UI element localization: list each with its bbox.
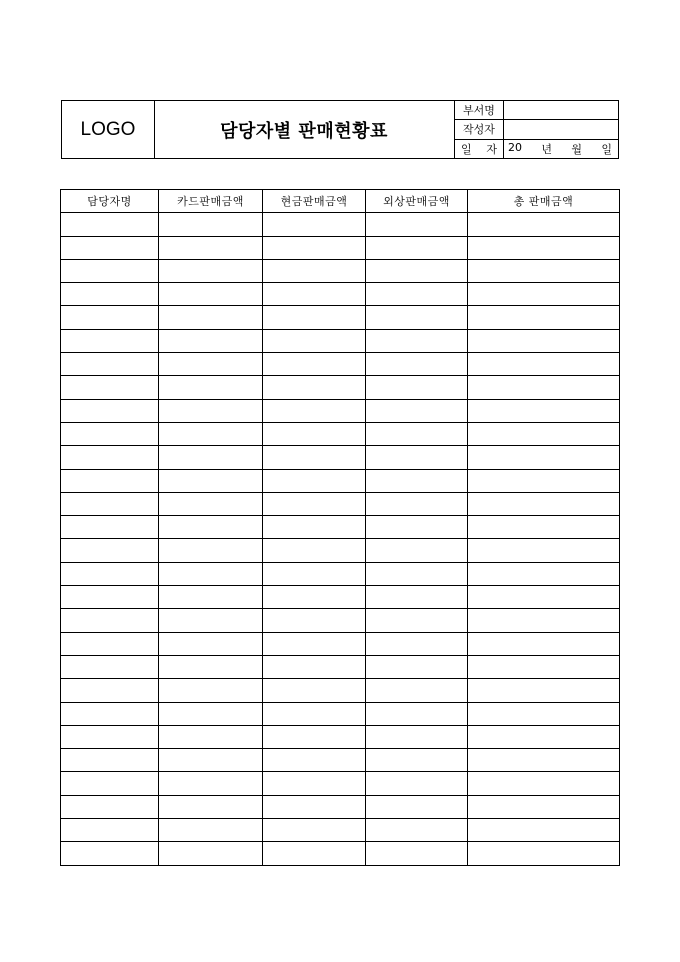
table-cell[interactable] <box>61 492 159 515</box>
table-cell[interactable] <box>159 772 263 795</box>
date-label <box>455 139 504 158</box>
table-cell[interactable] <box>468 702 620 725</box>
table-row <box>61 236 620 259</box>
table-cell[interactable] <box>159 283 263 306</box>
dept-label: 부서명 <box>455 101 504 120</box>
table-row <box>61 772 620 795</box>
dept-field[interactable] <box>504 101 619 120</box>
table-cell[interactable] <box>366 259 468 282</box>
table-cell[interactable] <box>159 655 263 678</box>
date-year-unit: 년 <box>541 142 552 156</box>
author-field[interactable] <box>504 120 619 139</box>
table-cell[interactable] <box>468 306 620 329</box>
table-cell[interactable] <box>366 213 468 236</box>
table-cell[interactable] <box>468 492 620 515</box>
table-cell[interactable] <box>263 446 366 469</box>
table-cell[interactable] <box>468 772 620 795</box>
table-row <box>61 259 620 282</box>
table-cell[interactable] <box>366 749 468 772</box>
table-cell[interactable] <box>61 609 159 632</box>
table-cell[interactable] <box>61 842 159 865</box>
table-cell[interactable] <box>159 539 263 562</box>
table-cell[interactable] <box>468 632 620 655</box>
table-row <box>61 795 620 818</box>
table-cell[interactable] <box>159 725 263 748</box>
table-cell[interactable] <box>159 446 263 469</box>
table-row <box>61 702 620 725</box>
table-row <box>61 399 620 422</box>
table-cell[interactable] <box>61 399 159 422</box>
table-cell[interactable] <box>61 795 159 818</box>
table-cell[interactable] <box>61 213 159 236</box>
table-cell[interactable] <box>159 819 263 842</box>
table-cell[interactable] <box>263 772 366 795</box>
table-cell[interactable] <box>159 306 263 329</box>
table-cell[interactable] <box>366 842 468 865</box>
table-cell[interactable] <box>61 306 159 329</box>
table-cell[interactable] <box>366 772 468 795</box>
table-cell[interactable] <box>159 632 263 655</box>
table-cell[interactable] <box>366 306 468 329</box>
table-cell[interactable] <box>263 376 366 399</box>
table-row <box>61 283 620 306</box>
table-cell[interactable] <box>263 562 366 585</box>
page-title: 담당자별 판매현황표 <box>220 120 388 142</box>
table-cell[interactable] <box>159 469 263 492</box>
sales-table <box>60 189 620 866</box>
table-cell[interactable] <box>468 213 620 236</box>
table-cell[interactable] <box>159 376 263 399</box>
table-cell[interactable] <box>468 259 620 282</box>
table-cell[interactable] <box>263 469 366 492</box>
table-row <box>61 655 620 678</box>
column-header-manager: 담당자명 <box>61 190 159 213</box>
table-cell[interactable] <box>263 213 366 236</box>
table-cell[interactable] <box>366 516 468 539</box>
date-year-prefix: 20 <box>508 140 522 154</box>
table-body <box>61 213 620 865</box>
table-cell[interactable] <box>263 353 366 376</box>
table-row <box>61 306 620 329</box>
table-cell[interactable] <box>61 749 159 772</box>
table-cell[interactable] <box>366 562 468 585</box>
table-cell[interactable] <box>61 353 159 376</box>
table-cell[interactable] <box>366 283 468 306</box>
table-cell[interactable] <box>159 399 263 422</box>
table-cell[interactable] <box>468 516 620 539</box>
table-cell[interactable] <box>468 679 620 702</box>
logo: LOGO <box>62 101 155 158</box>
table-cell[interactable] <box>366 632 468 655</box>
table-cell[interactable] <box>61 586 159 609</box>
date-month-unit: 월 <box>571 142 582 156</box>
table-cell[interactable] <box>61 655 159 678</box>
table-cell[interactable] <box>263 586 366 609</box>
table-cell[interactable] <box>159 586 263 609</box>
table-cell[interactable] <box>263 539 366 562</box>
table-cell[interactable] <box>159 259 263 282</box>
table-cell[interactable] <box>366 702 468 725</box>
table-cell[interactable] <box>263 422 366 445</box>
column-header-credit-sales: 외상판매금액 <box>366 190 468 213</box>
table-row <box>61 539 620 562</box>
table-cell[interactable] <box>61 329 159 352</box>
table-cell[interactable] <box>263 329 366 352</box>
table-cell[interactable] <box>366 376 468 399</box>
table-cell[interactable] <box>366 819 468 842</box>
table-row <box>61 353 620 376</box>
table-cell[interactable] <box>366 679 468 702</box>
table-cell[interactable] <box>366 446 468 469</box>
table-cell[interactable] <box>61 376 159 399</box>
table-cell[interactable] <box>159 213 263 236</box>
table-row <box>61 842 620 865</box>
table-cell[interactable] <box>263 655 366 678</box>
table-row <box>61 632 620 655</box>
table-cell[interactable] <box>61 236 159 259</box>
table-cell[interactable] <box>263 236 366 259</box>
table-row <box>61 679 620 702</box>
table-cell[interactable] <box>366 329 468 352</box>
table-cell[interactable] <box>159 422 263 445</box>
table-cell[interactable] <box>263 259 366 282</box>
table-cell[interactable] <box>159 236 263 259</box>
table-cell[interactable] <box>468 842 620 865</box>
table-cell[interactable] <box>468 749 620 772</box>
table-cell[interactable] <box>263 795 366 818</box>
table-cell[interactable] <box>263 609 366 632</box>
table-cell[interactable] <box>159 516 263 539</box>
table-cell[interactable] <box>366 655 468 678</box>
table-row <box>61 725 620 748</box>
column-header-card-sales: 카드판매금액 <box>159 190 263 213</box>
table-cell[interactable] <box>159 795 263 818</box>
table-cell[interactable] <box>61 469 159 492</box>
table-row <box>61 492 620 515</box>
table-cell[interactable] <box>159 702 263 725</box>
table-cell[interactable] <box>468 539 620 562</box>
table-cell[interactable] <box>159 562 263 585</box>
date-field[interactable] <box>504 139 619 158</box>
table-row <box>61 422 620 445</box>
table-cell[interactable] <box>468 353 620 376</box>
table-cell[interactable] <box>61 702 159 725</box>
table-cell[interactable] <box>366 422 468 445</box>
table-cell[interactable] <box>263 516 366 539</box>
table-cell[interactable] <box>366 586 468 609</box>
table-row <box>61 469 620 492</box>
table-row <box>61 819 620 842</box>
table-cell[interactable] <box>263 283 366 306</box>
table-cell[interactable] <box>468 819 620 842</box>
table-cell[interactable] <box>468 446 620 469</box>
table-cell[interactable] <box>468 795 620 818</box>
table-cell[interactable] <box>468 469 620 492</box>
table-header-row <box>61 190 620 213</box>
table-cell[interactable] <box>263 819 366 842</box>
table-cell[interactable] <box>61 632 159 655</box>
date-label-part: 일 <box>461 142 472 156</box>
table-cell[interactable] <box>263 306 366 329</box>
table-cell[interactable] <box>468 329 620 352</box>
table-cell[interactable] <box>263 679 366 702</box>
table-cell[interactable] <box>468 725 620 748</box>
table-cell[interactable] <box>263 399 366 422</box>
table-cell[interactable] <box>159 353 263 376</box>
table-cell[interactable] <box>61 679 159 702</box>
table-cell[interactable] <box>159 842 263 865</box>
table-cell[interactable] <box>61 819 159 842</box>
table-cell[interactable] <box>61 562 159 585</box>
table-cell[interactable] <box>159 492 263 515</box>
author-label: 작성자 <box>455 120 504 139</box>
column-header-cash-sales: 현금판매금액 <box>263 190 366 213</box>
table-cell[interactable] <box>61 516 159 539</box>
table-cell[interactable] <box>366 539 468 562</box>
table-cell[interactable] <box>366 399 468 422</box>
table-cell[interactable] <box>263 725 366 748</box>
table-cell[interactable] <box>366 492 468 515</box>
table-cell[interactable] <box>366 353 468 376</box>
table-cell[interactable] <box>468 586 620 609</box>
table-cell[interactable] <box>468 283 620 306</box>
table-cell[interactable] <box>159 329 263 352</box>
approval-info-table <box>454 101 618 158</box>
table-cell[interactable] <box>159 749 263 772</box>
table-row <box>61 586 620 609</box>
table-cell[interactable] <box>61 283 159 306</box>
date-label-part: 자 <box>486 142 497 156</box>
table-cell[interactable] <box>263 702 366 725</box>
table-cell[interactable] <box>468 655 620 678</box>
table-cell[interactable] <box>468 422 620 445</box>
table-cell[interactable] <box>366 469 468 492</box>
table-cell[interactable] <box>468 236 620 259</box>
table-row <box>61 609 620 632</box>
table-cell[interactable] <box>61 446 159 469</box>
table-row <box>61 213 620 236</box>
table-cell[interactable] <box>468 399 620 422</box>
table-cell[interactable] <box>263 842 366 865</box>
table-row <box>61 329 620 352</box>
table-cell[interactable] <box>159 679 263 702</box>
table-cell[interactable] <box>468 609 620 632</box>
document-header <box>61 100 619 159</box>
table-cell[interactable] <box>61 725 159 748</box>
table-cell[interactable] <box>61 772 159 795</box>
table-cell[interactable] <box>263 632 366 655</box>
table-row <box>61 562 620 585</box>
table-cell[interactable] <box>61 422 159 445</box>
column-header-total-sales: 총 판매금액 <box>468 190 620 213</box>
table-cell[interactable] <box>366 725 468 748</box>
table-cell[interactable] <box>366 795 468 818</box>
table-row <box>61 446 620 469</box>
table-cell[interactable] <box>61 259 159 282</box>
table-row <box>61 376 620 399</box>
table-cell[interactable] <box>468 376 620 399</box>
date-day-unit: 일 <box>601 142 612 156</box>
table-cell[interactable] <box>366 236 468 259</box>
table-row <box>61 516 620 539</box>
table-cell[interactable] <box>263 749 366 772</box>
table-cell[interactable] <box>468 562 620 585</box>
table-cell[interactable] <box>366 609 468 632</box>
table-cell[interactable] <box>61 539 159 562</box>
table-cell[interactable] <box>263 492 366 515</box>
table-row <box>61 749 620 772</box>
table-cell[interactable] <box>159 609 263 632</box>
